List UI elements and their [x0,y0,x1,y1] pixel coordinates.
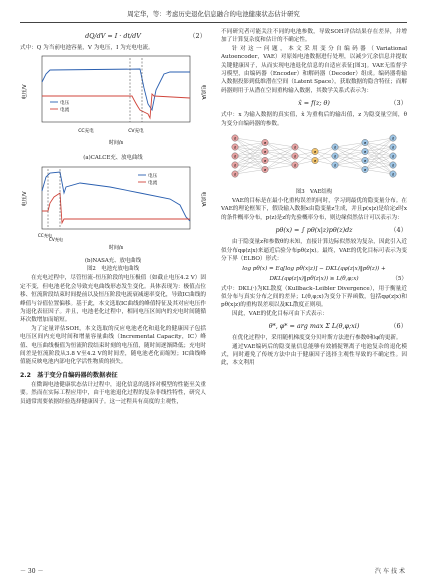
paragraph: 因此，VAE的优化目标可由下式表示： [232,310,328,317]
network-connection [235,143,265,175]
network-node-label: σ [333,154,337,159]
network-connection [235,143,265,148]
network-node-label: σ [363,150,367,155]
section-heading: 2.2 基于变分自编码器的数据表征 [20,371,118,379]
network-node-label: σ [313,150,317,155]
figure-2b-caption: (b)NASA充、放电曲线 [84,258,142,265]
equation-4-number: （4） [390,226,407,235]
paragraph: VAE的目标是在最小化重构误差的同时，学习到最优的隐变量分布。在VAE的理论框架下，假设输入数据x由隐变量z生成，并且p(x|z)是给定z时x的条件概率分布，p(z)是z的先验概率分布，则边缘似然估计可以表示为： [221,198,407,221]
network-node-label: σ [293,145,297,150]
network-node-label: σ [233,145,237,150]
equation-3 [221,95,407,111]
network-connection [363,138,393,146]
network-node-label: σ [391,172,395,177]
figure-2a-plot [20,52,206,150]
current-curve [42,193,190,223]
network-connection [295,152,315,166]
y-left-label: 电压/V [22,84,28,100]
network-connection [235,138,267,146]
figure-2a [20,52,206,162]
network-node-label: σ [263,168,267,173]
figure-2a-caption: (a)CALCE充、放电曲线 [83,155,143,162]
plot-frame [42,167,190,229]
network-connection [335,161,365,166]
equation-6-expr: θ*, φ* = arg max Σ L(θ,φ;xi) [268,322,360,331]
figure-2-title: 图2 电池充放电曲线 [87,266,139,273]
equation-3-number: （3） [390,99,407,108]
paragraph: 在充电过程中，尽管恒流–恒压阶段的电压极值（如截止电压4.2 V）固定不变，但电池老化会导致充电曲线形态发生变化。具体表现为：极值点位移、恒流阶段结束时间提前以及恒压阶段电流衰减速率变化，导致IC曲线的峰值与谷值位置偏移。基于此，本文选取IC曲线的峰值特征及其对应电压作为退化表征因子。并且，电池老化过程中，相同电压区间内的充电时间随循环次数增加而缩短。 [20,275,206,324]
network-connection [235,143,265,166]
network-connection [335,143,365,157]
paragraph: 在优化过程中，采用随机梯度变分贝叶斯方法进行参数θ和φ的更新。 [232,335,402,342]
equation-4 [221,222,407,238]
paragraph: 通过VAE编码后的隐变量信息能够有效捕捉锂离子电池复杂的退化模式，同时避免了传统方法中由于健康因子选择主观性导致的不确定性。因此，本文利用 [221,343,407,367]
network-node-label: σ [263,141,267,146]
network-connection [265,143,295,148]
network-connection [363,165,393,173]
segment-cc-label: CC充电 [37,233,53,239]
legend-voltage-label: 电压 [148,174,158,180]
x-axis-label: 时间/s [108,140,124,147]
equation-5-expr-line1: log pθ(x) = Eq[log pθ(x|z)] − DKL(qφ(z|x)‖pθ(z)) + [242,265,386,272]
network-connection [263,156,295,173]
figure-2b [20,163,206,273]
equation-3-expr: x̂ = f(z; θ) [298,99,330,108]
network-node-label: σ [263,159,267,164]
network-node-label: σ [263,150,267,155]
equation-2-number: （2） [189,32,206,40]
figure-2b-plot [20,163,206,253]
network-connection [235,143,265,157]
equation-2-description: 式中：Q 为当前电池容量，V 为电压，I 为充电电流。 [20,45,154,51]
equation-2-expr: dQ/dV = I · dt/dV [85,32,141,40]
network-connection [363,147,393,173]
network-connection [363,138,393,164]
x-axis-label: 时间/s [108,245,124,252]
equation-5-expr-line2: DKL(qφ(z|x)‖pθ(z|x)) ≥ L(θ,φ;x) [269,275,359,282]
paragraph: 在微调电池健康状态估计过程中，退化信息的选择对模型的性能至关重要。然而在实际工程应用中，由于电池退化过程的复杂非线性特性，研究人员通常需要依据经验选择健康因子。这一过程具有高度的主观性， [20,381,206,405]
network-node-label: σ [313,159,317,164]
paragraph: 由于隐变量z和参数θ的未知，直接计算边际似然较为复杂，因此引入近似分布qφ(z|x)来逼近后验分布pθ(z|x)。最终，VAE的优化目标可表示为变分下界（ELBO）形式： [221,239,407,263]
legend-current-label: 电流 [148,181,158,187]
network-node-label: σ [233,172,237,177]
figure-3-caption: 图3 VAE结构 [295,189,333,196]
legend-current-label: 电流 [60,108,70,114]
current-curve [42,94,190,118]
network-node-label: σ [363,141,367,146]
vae-network-diagram [221,128,407,184]
figure-3 [221,128,407,196]
y-right-label: 电流/A [200,84,206,100]
network-connection [363,138,393,155]
network-connection [235,152,265,175]
y-right-label: 电流/A [200,191,206,207]
network-node-label: σ [391,145,395,150]
equation-5-line2 [221,274,407,285]
network-connection [363,138,393,173]
equation-5-number: （5） [392,275,407,282]
paragraph: 不同研究者可能关注不同的电池参数，导致SOH评估结果存在差异，并增加了计算复杂度和估计的不确定性。 [221,29,407,44]
network-connection [313,147,335,164]
network-node-label: σ [293,154,297,159]
segment-cc-label: CC充电 [78,129,94,135]
segment-cv-label: CV充电 [48,237,64,243]
network-node-label: σ [233,136,237,141]
network-node-label: σ [363,159,367,164]
segment-cv-label: CV充电 [128,129,144,135]
paragraph: 为了定量评估SOH，本文选取的反应电池老化和退化的健康因子包括电压区间内充电时间和增量容量曲线（Incremental Capacity，IC）峰值、电压曲线极值为恒流阶段结束时刻的电压值，随时间逐渐降低；充电时间差是恒流阶段从3.8 V至4.2 V的时间差，随电池老化而缩短；IC曲线峰值能反映电池内部电化学活性物质的损失。 [20,325,206,366]
network-connection [263,147,295,155]
network-node-label: σ [293,163,297,168]
network-node-label: σ [391,136,395,141]
network-connection [235,170,265,175]
left-column [20,28,206,406]
network-node-label: σ [391,154,395,159]
equation-5-line1 [221,264,407,274]
network-node-label: σ [363,168,367,173]
network-connection [263,147,295,164]
network-node-label: σ [233,154,237,159]
network-node-label: σ [333,145,337,150]
network-node-label: σ [391,163,395,168]
voltage-curve [42,172,190,221]
network-node-label: σ [233,163,237,168]
network-connection [335,143,365,148]
paragraph: 式中：DKL(·)为KL散度（Kullback–Leibler Divergence），用于衡量近似分布与真实分布之间的差异；L(θ,φ;x)为变分下界函数，包括qφ(z|x)和pθ(x|z)的重构误差项以及KL散度正则项。 [221,285,407,309]
network-connection [335,152,365,166]
equation-3-description: 式中：x 为输入数据的真实值，x̂ 为重构后的输出值，z 为隐变量空间，θ 为变分自编码器的参数。 [221,112,407,127]
equation-2 [20,28,206,44]
page-number: － 30 － [20,568,44,575]
equation-4-expr: pθ(x) = ∫ pθ(x|z)pθ(z)dz [275,226,353,235]
network-connection [365,170,393,175]
legend-voltage-label: 电压 [60,101,70,107]
running-header: 周定华，等：考虑历史退化信息融合的电池健康状态估计研究 [20,8,407,23]
network-node-label: σ [333,163,337,168]
network-connection [263,165,295,173]
network-connection [263,147,295,173]
equation-6-number: （6） [390,322,407,331]
journal-name: 汽车技术 [374,568,407,575]
equation-6 [221,318,407,334]
right-column [221,28,407,368]
y-left-label: 电压/V [22,191,28,207]
network-connection [335,165,367,173]
network-connection [335,143,365,166]
network-connection [235,161,265,175]
paragraph: 针对这一问题，本文采用变分自编码器（Variational Autoencoder，VAE）对原始电池数据进行处理，以减少冗余信息并提取关键健康因子，从而实现电池退化信息的自适应表征[图3]。VAE无监督学习模型，由编码器（Encoder）和解码器（Decoder）组成。编码器将输入数据投影到低维潜在空间（Latent Space），获取数据的隐含特征；而解码器则用于从潜在空间重构输入数据，其数学关系式表示为： [221,45,407,94]
